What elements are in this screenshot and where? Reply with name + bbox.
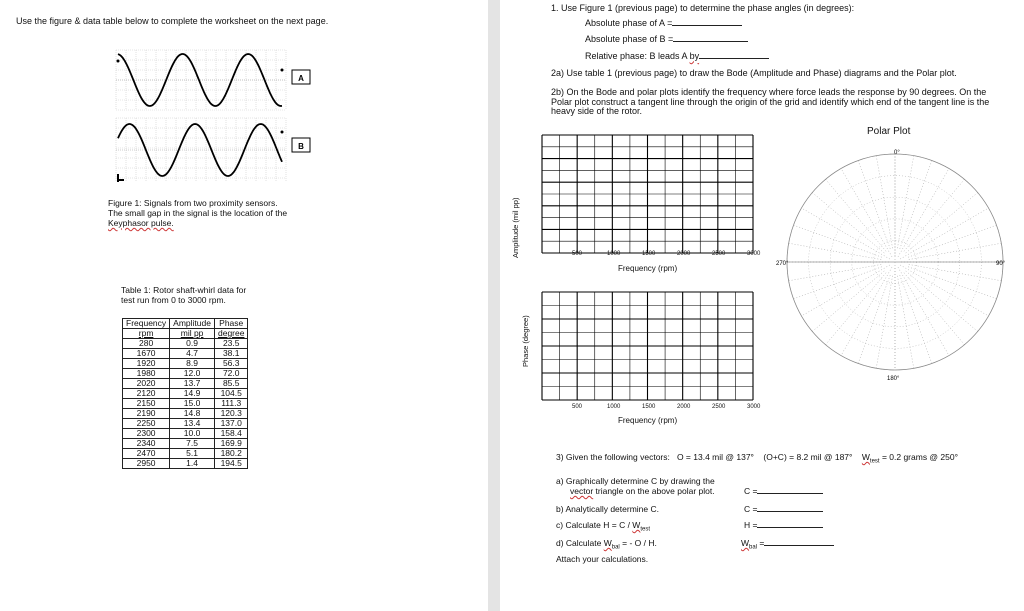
amplitude-x-ticks (540, 251, 765, 261)
page-divider (488, 0, 500, 611)
table-cell: 72.0 (214, 369, 247, 379)
table-cell: 12.0 (170, 369, 215, 379)
table-cell: 2300 (123, 429, 170, 439)
table-cell: 2150 (123, 399, 170, 409)
table-row (123, 439, 248, 449)
table-header-cell: rpm (123, 329, 170, 339)
table-row (123, 409, 248, 419)
table-cell: 1920 (123, 359, 170, 369)
question-2a: 2a) Use table 1 (previous page) to draw the Bode (Amplitude and Phase) diagrams and the Polar plot. (551, 68, 957, 78)
question-3a: a) Graphically determine C by drawing the vector triangle on the above polar plot. (556, 476, 715, 496)
answer-3a: C = (744, 486, 823, 496)
table-cell: 1.4 (170, 459, 215, 469)
table-cell: 38.1 (214, 349, 247, 359)
q1-phase-b: Absolute phase of B = (585, 34, 748, 44)
table-row (123, 449, 248, 459)
table-cell: 13.7 (170, 379, 215, 389)
table-caption: Table 1: Rotor shaft-whirl data for test run from 0 to 3000 rpm. (121, 285, 247, 305)
table-cell: 15.0 (170, 399, 215, 409)
rotor-data-table (122, 318, 248, 469)
figure1-signals (110, 46, 322, 186)
instruction-text: Use the figure & data table below to complete the worksheet on the next page. (16, 16, 329, 26)
amplitude-tick-label: 3000 (747, 251, 761, 257)
table-cell: 194.5 (214, 459, 247, 469)
amplitude-x-label: Frequency (rpm) (618, 264, 678, 273)
signal-b-label: B (298, 142, 304, 151)
q1-relative-phase: Relative phase: B leads A by (585, 51, 769, 61)
table-cell: 2470 (123, 449, 170, 459)
q1-phase-a: Absolute phase of A = (585, 18, 742, 28)
polar-plot-title: Polar Plot (867, 126, 911, 137)
amplitude-tick-label: 500 (572, 251, 583, 257)
phase-tick-label: 3000 (747, 404, 761, 410)
table-cell: 104.5 (214, 389, 247, 399)
figure-caption-line1: Figure 1: Signals from two proximity sensors. (108, 198, 278, 208)
table-cell: 8.9 (170, 359, 215, 369)
table-cell: 111.3 (214, 399, 247, 409)
table-cell: 10.0 (170, 429, 215, 439)
table-cell: 7.5 (170, 439, 215, 449)
table-cell: 13.4 (170, 419, 215, 429)
figure-caption-line2: The small gap in the signal is the location of the (108, 208, 288, 218)
table-row (123, 349, 248, 359)
phase-bode-grid (540, 290, 755, 402)
table-cell: 14.8 (170, 409, 215, 419)
table-header-cell: Amplitude (170, 319, 215, 329)
phase-tick-label: 500 (572, 404, 583, 410)
figure-caption (108, 198, 287, 228)
amplitude-tick-label: 1500 (642, 251, 656, 257)
table-cell: 2020 (123, 379, 170, 389)
table-cell: 2340 (123, 439, 170, 449)
table-cell: 1670 (123, 349, 170, 359)
table-row (123, 459, 248, 469)
table-cell: 85.5 (214, 379, 247, 389)
table-cell: 2250 (123, 419, 170, 429)
table-row (123, 339, 248, 349)
answer-3c: H = (744, 520, 823, 530)
table-cell: 120.3 (214, 409, 247, 419)
table-cell: 4.7 (170, 349, 215, 359)
table-cell: 2190 (123, 409, 170, 419)
table-row (123, 379, 248, 389)
table-cell: 0.9 (170, 339, 215, 349)
signal-a-label: A (298, 74, 304, 83)
table-header-cell: degree (214, 329, 247, 339)
phase-x-label: Frequency (rpm) (618, 416, 678, 425)
table-cell: 14.9 (170, 389, 215, 399)
phase-tick-label: 1000 (607, 404, 621, 410)
table-header-row (123, 329, 248, 339)
table-header-row (123, 319, 248, 329)
amplitude-tick-label: 2500 (712, 251, 726, 257)
table-row (123, 399, 248, 409)
amplitude-tick-label: 1000 (607, 251, 621, 257)
question-3b: b) Analytically determine C. (556, 504, 659, 514)
table-cell: 2950 (123, 459, 170, 469)
table-row (123, 369, 248, 379)
table-row (123, 389, 248, 399)
table-header-cell: Frequency (123, 319, 170, 329)
table-cell: 2120 (123, 389, 170, 399)
attach-calculations: Attach your calculations. (556, 554, 649, 564)
question-3d: d) Calculate $W_{bal}$ = - O / H. (556, 538, 657, 551)
table-row (123, 429, 248, 439)
amplitude-bode-grid (540, 133, 755, 255)
table-cell: 23.5 (214, 339, 247, 349)
question-1: 1. Use Figure 1 (previous page) to determine the phase angles (in degrees): (551, 3, 855, 13)
polar-label-270: 270° (776, 261, 789, 267)
question-2b: 2b) On the Bode and polar plots identify the frequency where force leads the response by 90 degrees. On the Polar plot construct a tangent line through the origin of the grid and identify which end of the tangent line is the heavy side of the rotor. (551, 87, 990, 116)
table-header-cell: Phase (214, 319, 247, 329)
table-cell: 180.2 (214, 449, 247, 459)
answer-3d: $W_{bal}$ = (741, 538, 834, 551)
table-row (123, 359, 248, 369)
answer-3b: C = (744, 504, 823, 514)
phase-x-ticks (540, 404, 765, 414)
polar-label-180: 180° (887, 376, 900, 382)
question-3c: c) Calculate $H = C / W_{test}$ (556, 520, 650, 533)
phase-tick-label: 2000 (677, 404, 691, 410)
phase-tick-label: 2500 (712, 404, 726, 410)
table-cell: 280 (123, 339, 170, 349)
polar-label-0: 0° (894, 150, 900, 156)
amplitude-axis-label: Amplitude (mil pp) (511, 197, 520, 258)
amplitude-tick-label: 2000 (677, 251, 691, 257)
table-cell: 5.1 (170, 449, 215, 459)
polar-label-90: 90° (996, 261, 1006, 267)
polar-plot (770, 140, 1020, 390)
figure-caption-line3: Keyphasor pulse. (108, 218, 174, 228)
table-header-cell: mil pp (170, 329, 215, 339)
table-cell: 56.3 (214, 359, 247, 369)
phase-tick-label: 1500 (642, 404, 656, 410)
phase-axis-label: Phase (degree) (521, 315, 530, 367)
table-cell: 169.9 (214, 439, 247, 449)
table-cell: 1980 (123, 369, 170, 379)
table-cell: 137.0 (214, 419, 247, 429)
table-row (123, 419, 248, 429)
table-cell: 158.4 (214, 429, 247, 439)
question-3-vectors: 3) Given the following vectors: O = 13.4 mil @ 137° (O+C) = 8.2 mil @ 187° $W_{test} = 0.2$ grams @ 250° (556, 452, 959, 465)
